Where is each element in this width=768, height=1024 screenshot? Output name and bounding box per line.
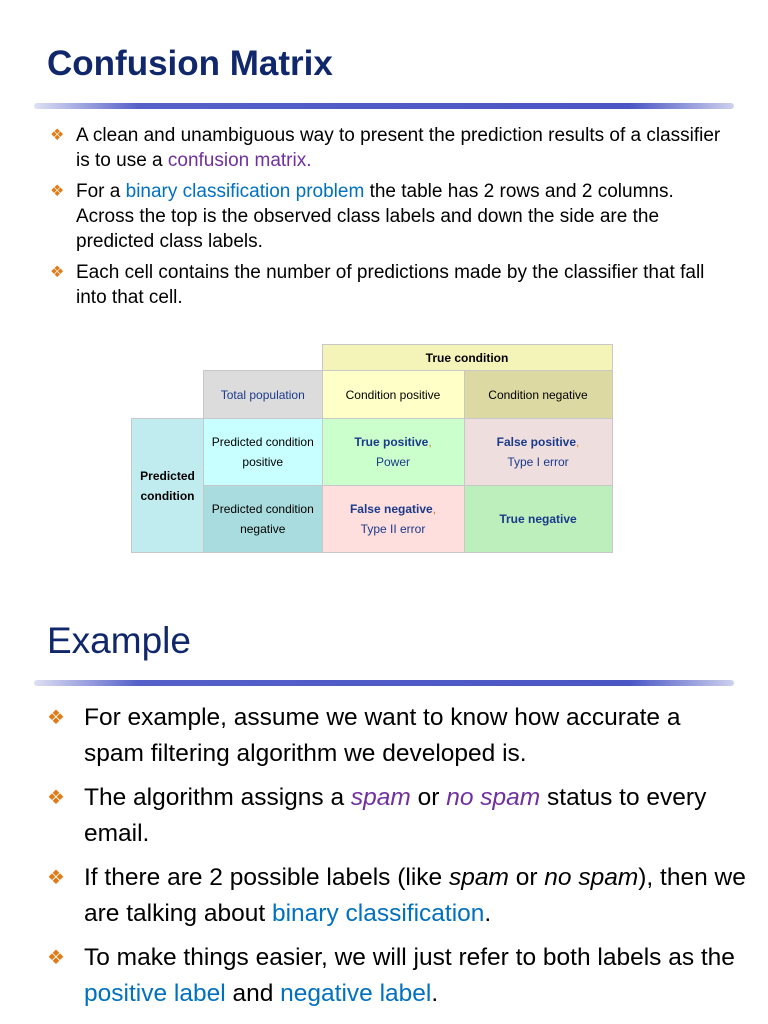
text: To make things easier, we will just refer to both labels as the xyxy=(84,944,735,971)
diamond-bullet-icon: ❖ xyxy=(47,707,65,729)
spam-term: spam xyxy=(448,864,509,891)
sep: , xyxy=(432,502,437,516)
confusion-matrix-table xyxy=(131,344,613,553)
text: For example, assume we want to know how accurate a spam filtering algorithm we developed is. xyxy=(84,704,681,767)
sep: , xyxy=(576,435,580,449)
spam-term: spam xyxy=(350,784,411,811)
positive-label-term: positive label xyxy=(84,980,226,1007)
cell-label: False negative xyxy=(349,502,433,516)
predicted-positive-header: Predicted condition positive xyxy=(204,419,323,486)
false-positive-cell xyxy=(464,419,612,486)
total-population-cell: Total population xyxy=(204,371,323,419)
text: If there are 2 possible labels (like xyxy=(84,864,449,891)
binary-classification-term: binary classification problem xyxy=(125,181,365,202)
diamond-bullet-icon: ❖ xyxy=(50,183,65,200)
list-item xyxy=(50,123,730,173)
text: and xyxy=(225,980,281,1007)
diamond-bullet-icon: ❖ xyxy=(47,787,65,809)
cell-label: False positive xyxy=(496,435,577,449)
true-positive-cell xyxy=(322,419,464,486)
diamond-bullet-icon: ❖ xyxy=(50,264,65,281)
cell-label: True positive xyxy=(354,435,429,449)
text: The algorithm assigns a xyxy=(84,784,351,811)
confusion-matrix-term: confusion matrix. xyxy=(167,150,312,171)
list-item xyxy=(47,700,747,772)
title-divider xyxy=(34,680,734,686)
diamond-bullet-icon: ❖ xyxy=(50,127,65,144)
cell-sub: Power xyxy=(375,455,410,469)
list-item xyxy=(50,260,730,310)
negative-label-term: negative label xyxy=(280,980,432,1007)
text: Each cell contains the number of predictions made by the classifier that fall into that cell. xyxy=(76,262,705,308)
text: ), then we are talking about xyxy=(84,864,746,927)
true-condition-header: True condition xyxy=(322,345,612,371)
text: or xyxy=(508,864,545,891)
condition-negative-header: Condition negative xyxy=(464,371,612,419)
predicted-condition-header: Predicted condition xyxy=(132,419,204,553)
text: . xyxy=(431,980,439,1007)
list-item xyxy=(47,780,747,852)
no-spam-term: no spam xyxy=(544,864,639,891)
text: or xyxy=(410,784,447,811)
page-title: Confusion Matrix xyxy=(47,44,333,83)
text: status to every email. xyxy=(84,784,707,847)
sep: , xyxy=(428,435,432,449)
example-bullet-list xyxy=(47,700,747,1020)
text: For a xyxy=(76,181,126,202)
list-item xyxy=(47,940,747,1012)
diamond-bullet-icon: ❖ xyxy=(47,867,65,889)
cell-sub: Type II error xyxy=(360,522,426,536)
condition-positive-header: Condition positive xyxy=(322,371,464,419)
list-item xyxy=(47,860,747,932)
binary-classification-term: binary classification xyxy=(271,900,485,927)
section-title: Example xyxy=(47,620,191,661)
intro-bullet-list xyxy=(50,123,730,316)
text: the table has 2 rows and 2 columns. Across the top is the observed class labels and down the side are the predicted class labels. xyxy=(76,181,674,252)
diamond-bullet-icon: ❖ xyxy=(47,947,65,969)
title-divider xyxy=(34,103,734,109)
predicted-negative-header: Predicted condition negative xyxy=(204,486,323,553)
list-item xyxy=(50,179,730,254)
text: . xyxy=(484,900,492,927)
text: A clean and unambiguous way to present the prediction results of a classifier is to use a xyxy=(76,125,721,171)
true-negative-cell: True negative xyxy=(464,486,612,553)
false-negative-cell xyxy=(322,486,464,553)
cell-sub: Type I error xyxy=(507,455,569,469)
no-spam-term: no spam xyxy=(446,784,541,811)
